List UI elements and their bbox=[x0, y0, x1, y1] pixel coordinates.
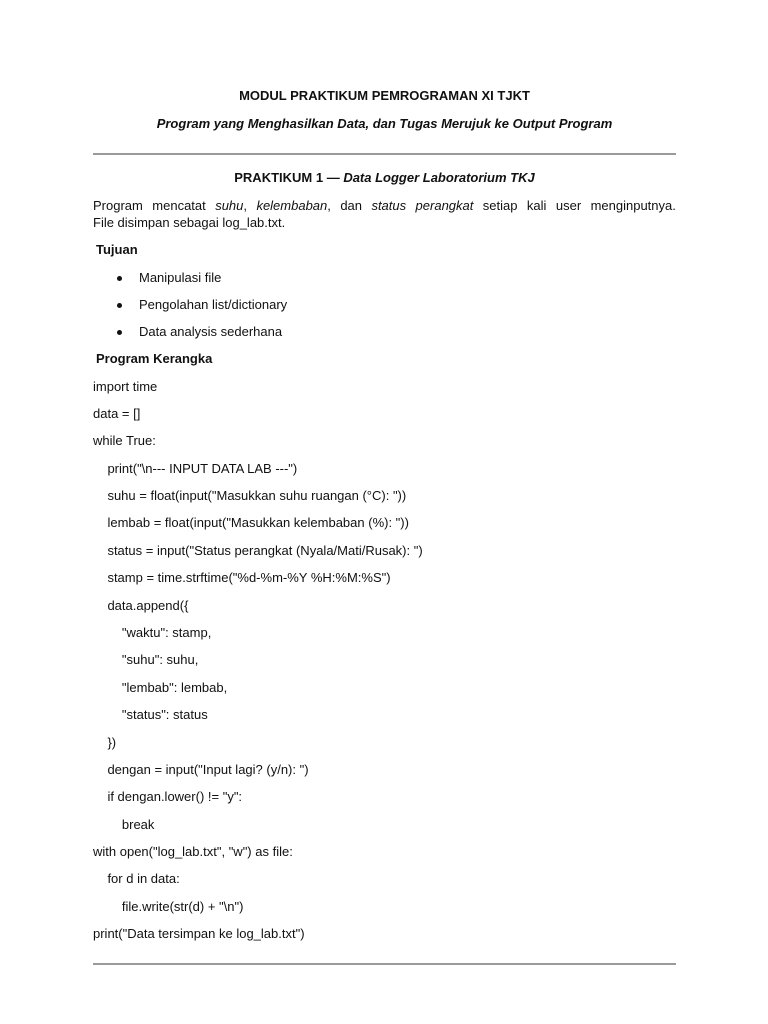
code-line: "lembab": lembab, bbox=[93, 680, 228, 695]
code-line: "suhu": suhu, bbox=[93, 652, 199, 667]
tujuan-heading: Tujuan bbox=[96, 242, 138, 257]
code-line: with open("log_lab.txt", "w") as file: bbox=[93, 844, 293, 859]
intro-punct: , bbox=[243, 198, 248, 213]
intro-italic-word: perangkat bbox=[415, 198, 474, 213]
section-title bbox=[93, 169, 676, 187]
intro-word: menginputnya. bbox=[590, 198, 676, 213]
tujuan-item: Data analysis sederhana bbox=[139, 324, 283, 339]
intro-word: mencatat bbox=[152, 198, 206, 213]
horizontal-rule bbox=[93, 963, 676, 965]
intro-word: kali bbox=[526, 198, 547, 213]
intro-word: setiap bbox=[482, 198, 518, 213]
tujuan-item: Pengolahan list/dictionary bbox=[139, 297, 288, 312]
code-line: print("Data tersimpan ke log_lab.txt") bbox=[93, 926, 305, 941]
code-line: data = [] bbox=[93, 406, 141, 421]
intro-word: dan bbox=[340, 198, 363, 213]
code-line: "status": status bbox=[93, 707, 208, 722]
intro-word: Program bbox=[93, 198, 143, 213]
code-line: status = input("Status perangkat (Nyala/Mati/Rusak): ") bbox=[93, 543, 423, 558]
code-line: dengan = input("Input lagi? (y/n): ") bbox=[93, 762, 309, 777]
code-line: if dengan.lower() != "y": bbox=[93, 789, 243, 804]
code-line: data.append({ bbox=[93, 598, 189, 613]
module-title: MODUL PRAKTIKUM PEMROGRAMAN XI TJKT bbox=[239, 88, 530, 103]
code-line: suhu = float(input("Masukkan suhu ruangan (°C): ")) bbox=[93, 488, 407, 503]
intro-italic-word: suhu bbox=[215, 198, 244, 213]
code-line: stamp = time.strftime("%d-%m-%Y %H:%M:%S") bbox=[93, 570, 391, 585]
horizontal-rule bbox=[93, 153, 676, 155]
bullet-icon bbox=[117, 330, 122, 335]
section-title-italic: Data Logger Laboratorium TKJ bbox=[343, 170, 535, 185]
code-line: file.write(str(d) + "\n") bbox=[93, 899, 244, 914]
code-line: for d in data: bbox=[93, 871, 180, 886]
intro-paragraph-line-2: File disimpan sebagai log_lab.txt. bbox=[93, 215, 286, 230]
code-line: }) bbox=[93, 735, 117, 750]
intro-word bbox=[256, 197, 330, 215]
intro-italic-word: status bbox=[371, 198, 407, 213]
document-subtitle: Program yang Menghasilkan Data, dan Tugas Merujuk ke Output Program bbox=[156, 116, 613, 131]
code-line: "waktu": stamp, bbox=[93, 625, 212, 640]
intro-paragraph-line-1 bbox=[93, 197, 676, 215]
program-heading: Program Kerangka bbox=[96, 351, 213, 366]
code-line: lembab = float(input("Masukkan kelembaban (%): ")) bbox=[93, 515, 409, 530]
bullet-icon bbox=[117, 303, 122, 308]
code-line: import time bbox=[93, 379, 158, 394]
intro-punct: , bbox=[327, 198, 331, 213]
intro-word: user bbox=[555, 198, 582, 213]
code-line: break bbox=[93, 817, 155, 832]
code-line: while True: bbox=[93, 433, 156, 448]
code-line: print("\n--- INPUT DATA LAB ---") bbox=[93, 461, 298, 476]
intro-word bbox=[215, 197, 247, 215]
tujuan-item: Manipulasi file bbox=[139, 270, 222, 285]
bullet-icon bbox=[117, 276, 122, 281]
intro-italic-word: kelembaban bbox=[256, 198, 328, 213]
section-title-prefix: PRAKTIKUM 1 — bbox=[234, 170, 344, 185]
